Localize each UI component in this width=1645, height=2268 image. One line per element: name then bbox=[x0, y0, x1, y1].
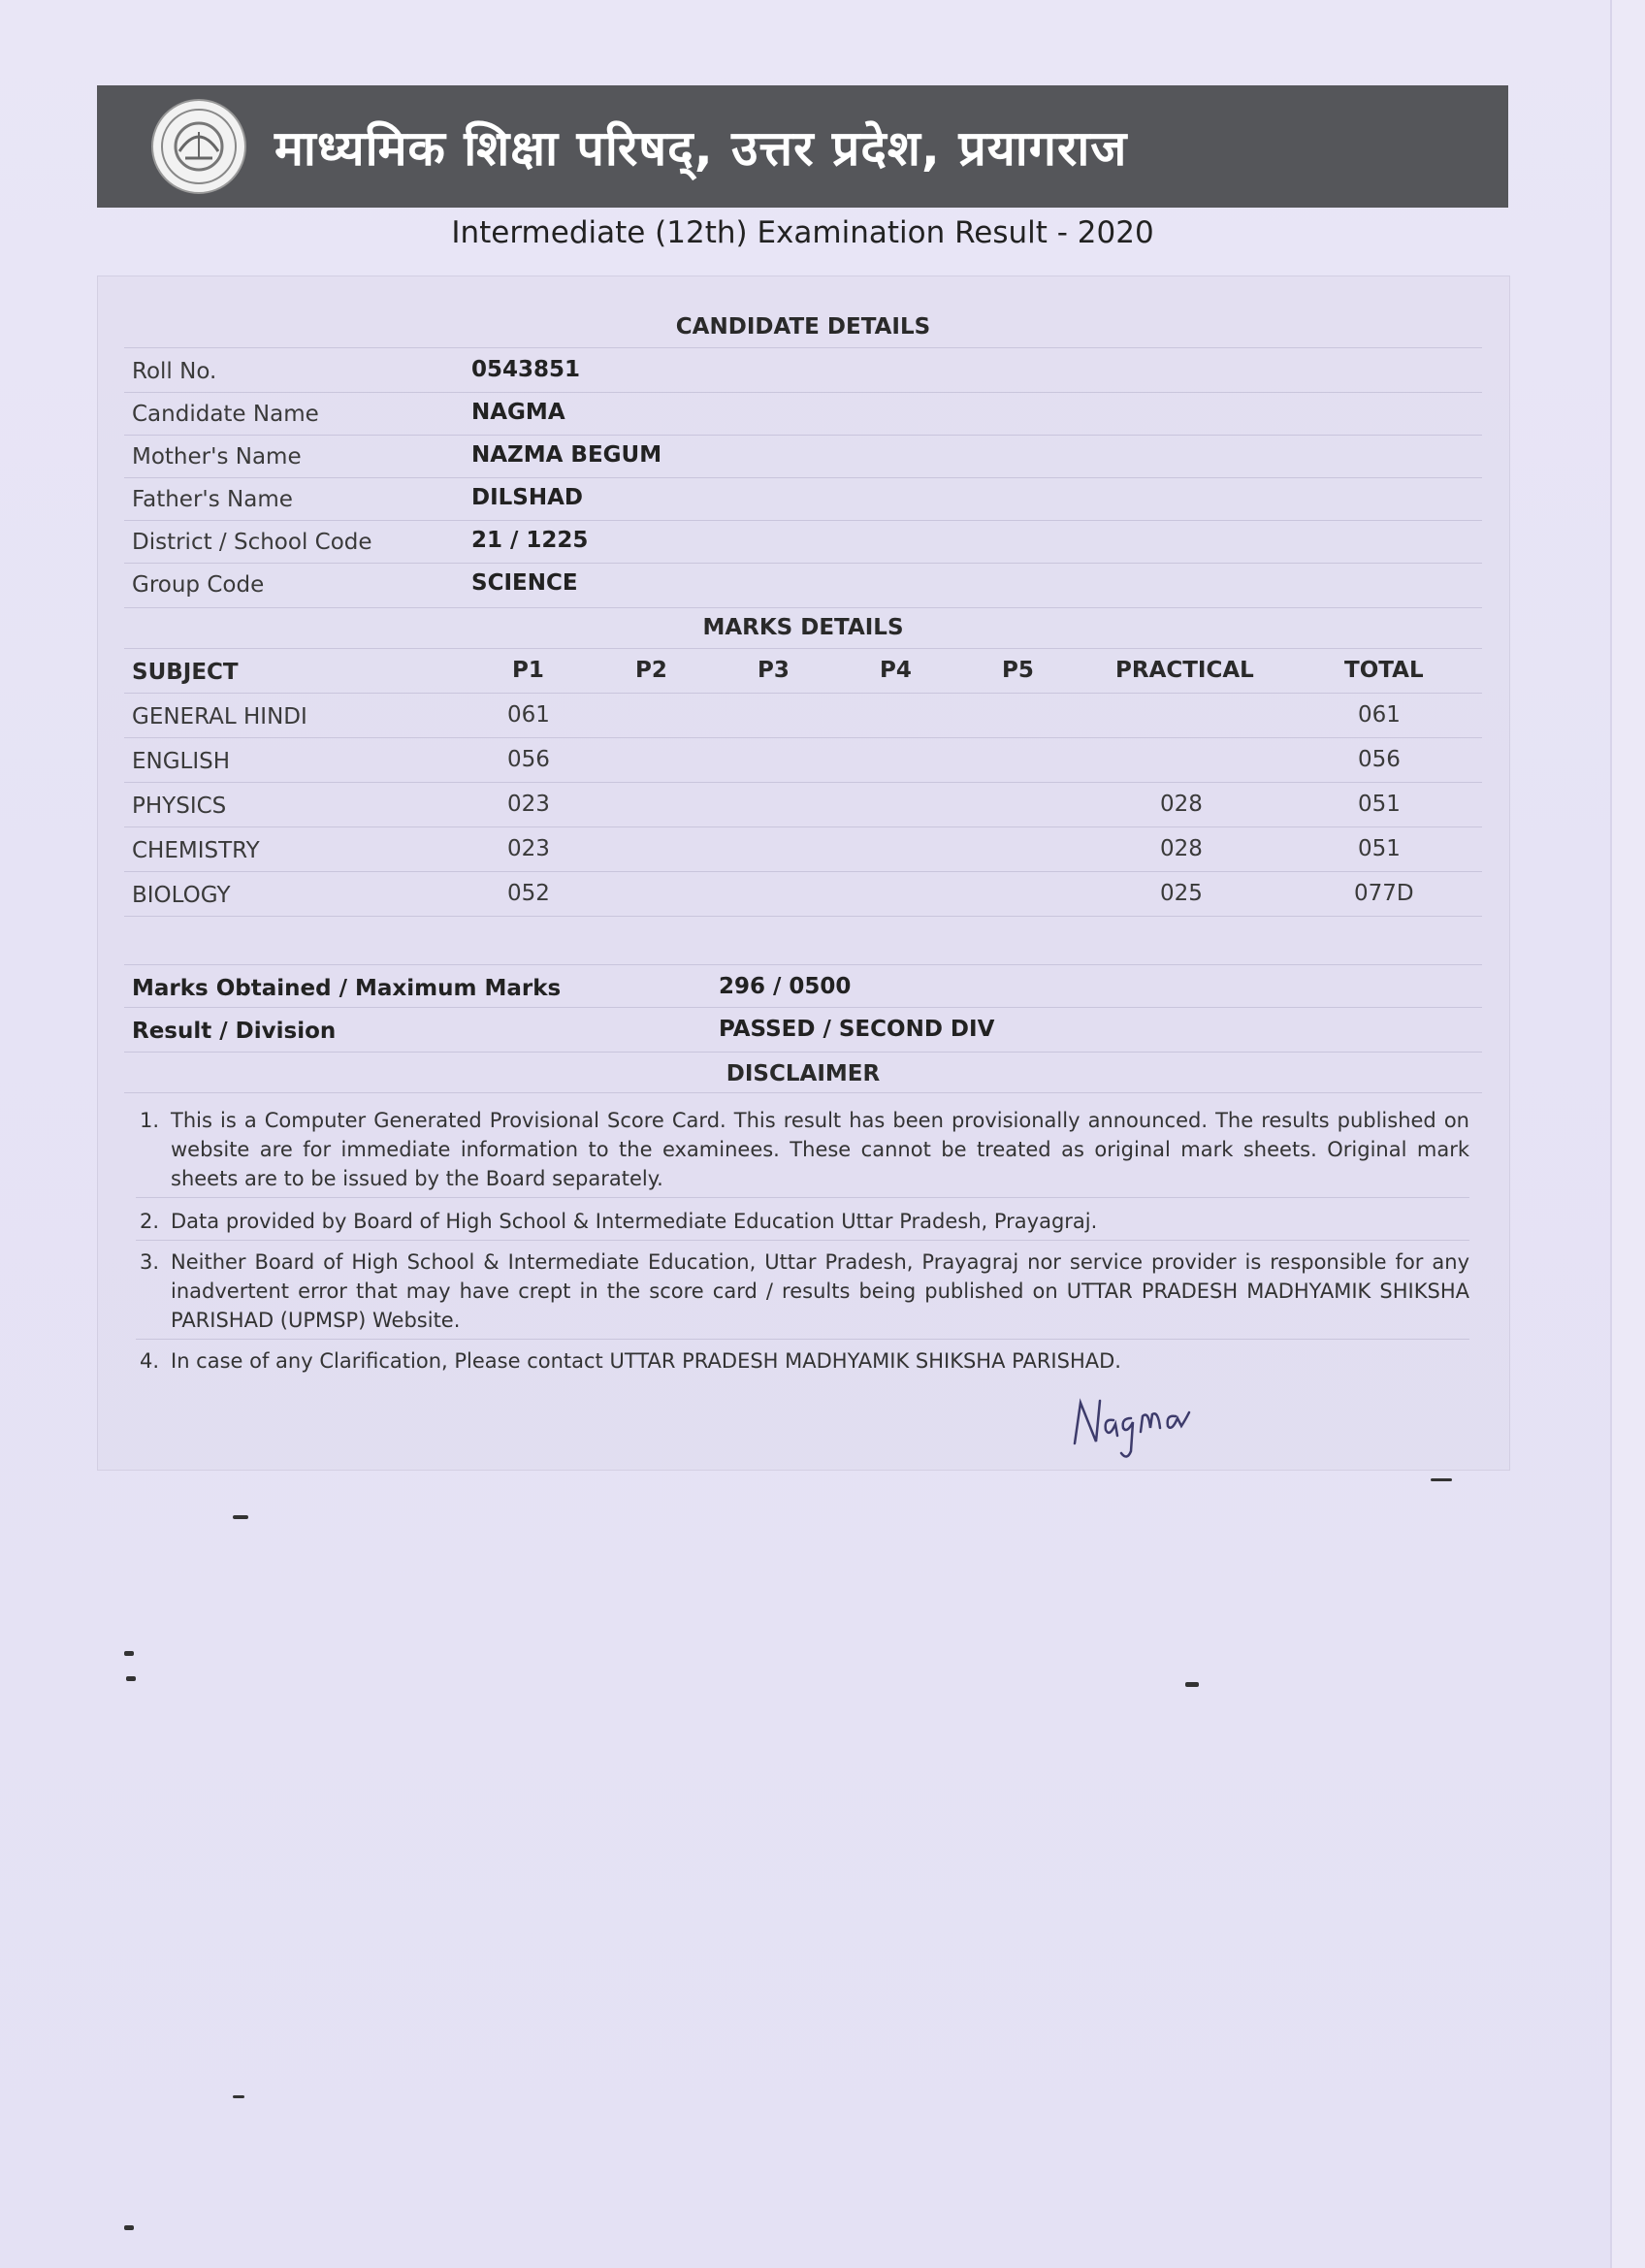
disclaimer-item bbox=[136, 1207, 1469, 1241]
scan-speck bbox=[233, 2095, 244, 2098]
disclaimer-item-number: 4. bbox=[140, 1349, 160, 1373]
table-row bbox=[124, 695, 1482, 738]
fathers-name-value: DILSHAD bbox=[471, 485, 584, 510]
disclaimer-item-text: Neither Board of High School & Intermediate Education, Uttar Pradesh, Prayagraj nor service provider is responsible for any inadvertent error that may have crept in the score card / results being published on UTTAR PRADESH MADHYAMIK SHIKSHA PARISHAD (UPMSP) Website. bbox=[171, 1250, 1469, 1332]
column-header-p5: P5 bbox=[1002, 658, 1034, 683]
result-division-value: PASSED / SECOND DIV bbox=[719, 1017, 995, 1042]
result-division-label: Result / Division bbox=[132, 1019, 337, 1044]
candidate-name-label: Candidate Name bbox=[132, 402, 319, 427]
scan-speck bbox=[126, 1676, 136, 1681]
marks-obtained-label: Marks Obtained / Maximum Marks bbox=[132, 976, 562, 1001]
total-cell: 056 bbox=[1358, 747, 1401, 772]
scan-speck bbox=[1185, 1682, 1199, 1687]
field-row-district-school-code bbox=[124, 522, 1482, 564]
disclaimer-item bbox=[136, 1346, 1469, 1379]
table-spacer-row bbox=[124, 918, 1482, 965]
disclaimer-item-text: In case of any Clarification, Please contact UTTAR PRADESH MADHYAMIK SHIKSHA PARISHAD. bbox=[171, 1349, 1121, 1373]
summary-row-result bbox=[124, 1009, 1482, 1053]
p1-cell: 052 bbox=[507, 881, 550, 906]
practical-cell: 028 bbox=[1160, 836, 1203, 861]
group-code-value: SCIENCE bbox=[471, 570, 578, 596]
roll-no-value: 0543851 bbox=[471, 357, 581, 382]
p1-cell: 023 bbox=[507, 792, 550, 817]
p1-cell: 061 bbox=[507, 702, 550, 728]
total-cell: 051 bbox=[1358, 836, 1401, 861]
column-header-p3: P3 bbox=[758, 658, 790, 683]
field-row-candidate-name bbox=[124, 394, 1482, 436]
scan-speck bbox=[233, 1515, 248, 1519]
marks-details-heading-row bbox=[124, 609, 1482, 649]
column-header-subject: SUBJECT bbox=[132, 660, 239, 685]
disclaimer-item-number: 3. bbox=[140, 1250, 160, 1274]
table-row bbox=[124, 873, 1482, 917]
field-row-fathers-name bbox=[124, 479, 1482, 521]
disclaimer-item bbox=[136, 1106, 1469, 1198]
column-header-practical: PRACTICAL bbox=[1115, 658, 1254, 683]
column-header-total: TOTAL bbox=[1344, 658, 1424, 683]
disclaimer-heading: DISCLAIMER bbox=[726, 1061, 881, 1086]
subject-cell: GENERAL HINDI bbox=[132, 704, 307, 729]
upmsp-seal-icon bbox=[150, 98, 247, 195]
roll-no-label: Roll No. bbox=[132, 359, 217, 384]
scan-speck bbox=[124, 1651, 134, 1656]
field-row-roll-no bbox=[124, 351, 1482, 393]
practical-cell: 025 bbox=[1160, 881, 1203, 906]
disclaimer-item-text: This is a Computer Generated Provisional Score Card. This result has been provisionally announced. The results published on website are for immediate information to the examinees. These cannot be treated as original mark sheets. Original mark sheets are to be issued by the Board separately. bbox=[171, 1109, 1469, 1190]
mothers-name-label: Mother's Name bbox=[132, 444, 302, 470]
board-title: माध्यमिक शिक्षा परिषद्, उत्तर प्रदेश, प्रयागराज bbox=[274, 120, 1128, 177]
candidate-details-heading-row bbox=[124, 308, 1482, 348]
total-cell: 077D bbox=[1354, 881, 1414, 906]
district-school-code-label: District / School Code bbox=[132, 530, 372, 555]
district-school-code-value: 21 / 1225 bbox=[471, 528, 589, 553]
marks-details-heading: MARKS DETAILS bbox=[702, 615, 904, 640]
scan-speck bbox=[124, 2225, 134, 2230]
practical-cell: 028 bbox=[1160, 792, 1203, 817]
column-header-p4: P4 bbox=[880, 658, 912, 683]
total-cell: 051 bbox=[1358, 792, 1401, 817]
disclaimer-heading-row bbox=[124, 1053, 1482, 1093]
table-row bbox=[124, 784, 1482, 827]
summary-row-marks bbox=[124, 966, 1482, 1008]
candidate-name-value: NAGMA bbox=[471, 400, 565, 425]
disclaimer-item-number: 2. bbox=[140, 1210, 160, 1233]
field-row-mothers-name bbox=[124, 437, 1482, 478]
subject-cell: BIOLOGY bbox=[132, 883, 231, 908]
group-code-label: Group Code bbox=[132, 572, 265, 598]
subject-cell: PHYSICS bbox=[132, 794, 227, 819]
disclaimer-item-number: 1. bbox=[140, 1109, 160, 1132]
total-cell: 061 bbox=[1358, 702, 1401, 728]
mothers-name-value: NAZMA BEGUM bbox=[471, 442, 662, 468]
exam-title: Intermediate (12th) Examination Result - 2020 bbox=[451, 215, 1154, 250]
candidate-details-heading: CANDIDATE DETAILS bbox=[675, 314, 931, 340]
fathers-name-label: Father's Name bbox=[132, 487, 293, 512]
table-row bbox=[124, 739, 1482, 783]
table-row bbox=[124, 828, 1482, 872]
scan-speck bbox=[1431, 1478, 1452, 1481]
field-row-group-code bbox=[124, 565, 1482, 608]
disclaimer-item-text: Data provided by Board of High School & Intermediate Education Uttar Pradesh, Prayagraj. bbox=[171, 1210, 1098, 1233]
disclaimer-item bbox=[136, 1247, 1469, 1340]
marks-header-row bbox=[124, 650, 1482, 694]
column-header-p1: P1 bbox=[512, 658, 544, 683]
subject-cell: ENGLISH bbox=[132, 749, 231, 774]
p1-cell: 056 bbox=[507, 747, 550, 772]
p1-cell: 023 bbox=[507, 836, 550, 861]
column-header-p2: P2 bbox=[635, 658, 667, 683]
marks-obtained-value: 296 / 0500 bbox=[719, 974, 852, 999]
handwritten-signature bbox=[1067, 1385, 1193, 1463]
board-header-banner bbox=[97, 85, 1508, 208]
subject-cell: CHEMISTRY bbox=[132, 838, 260, 863]
